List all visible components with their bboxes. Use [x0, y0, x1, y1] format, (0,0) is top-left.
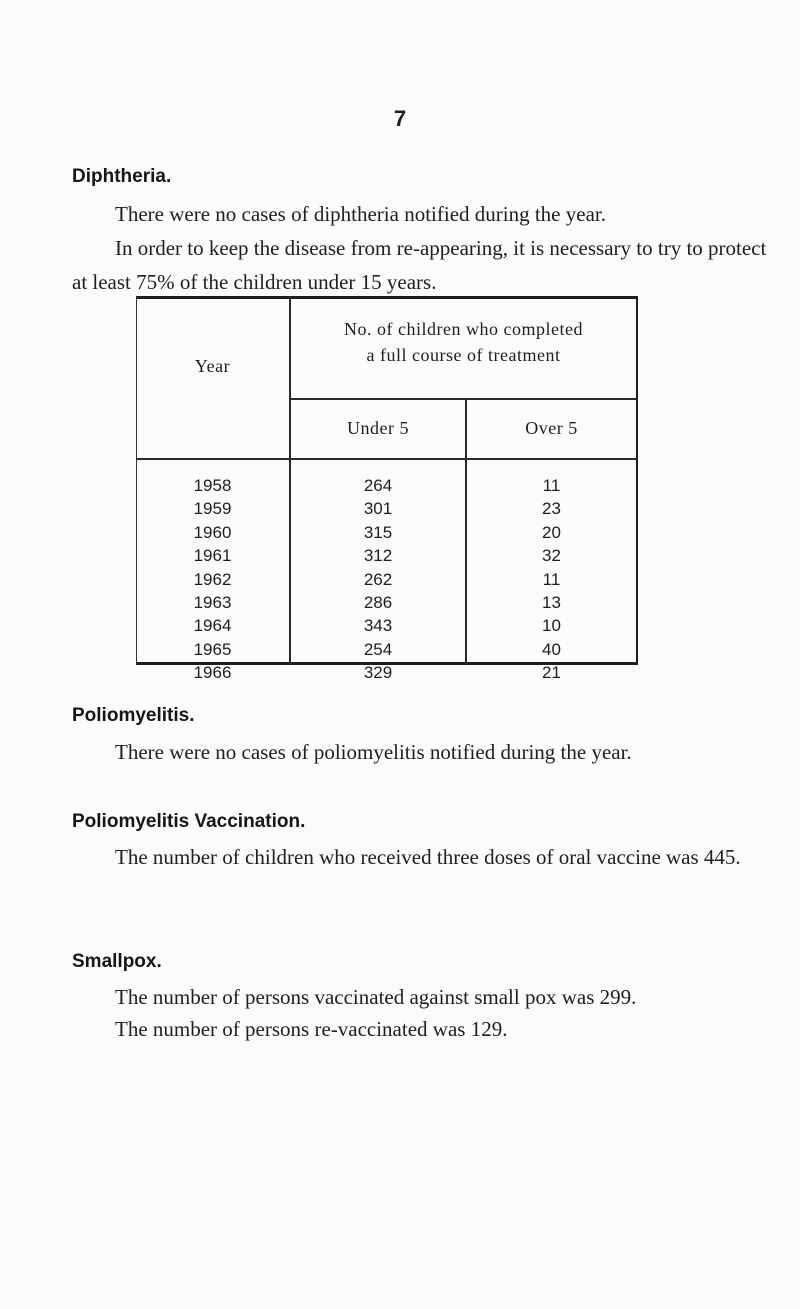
header-children-completed	[291, 316, 636, 368]
cell-over-5: 13	[542, 592, 561, 612]
poliomyelitis-paragraph: There were no cases of poliomyelitis notified during the year.	[115, 740, 632, 764]
cell-over-5: 20	[542, 522, 561, 542]
cell-over-5: 32	[542, 546, 561, 566]
cell-over-5: 23	[542, 499, 561, 519]
header-year: Year	[194, 356, 231, 376]
cell-over-5: 11	[542, 569, 561, 589]
polio-vaccination-heading: Poliomyelitis Vaccination.	[72, 811, 306, 832]
diphtheria-paragraph-2: In order to keep the disease from re-appearing, it is necessary to try to protect at least 75% of the children under 15 years.	[72, 236, 767, 294]
cell-under-5: 343	[363, 616, 393, 636]
table-right-rule	[636, 296, 638, 664]
header-under-5: Under 5	[347, 418, 409, 438]
cell-year: 1961	[193, 546, 232, 566]
table-row	[136, 570, 636, 593]
cell-under-5: 315	[363, 522, 393, 542]
cell-under-5: 262	[363, 569, 393, 589]
cell-under-5: 286	[363, 592, 393, 612]
cell-year: 1963	[193, 592, 232, 612]
header-main-line2: a full course of treatment	[366, 345, 561, 365]
cell-under-5: 301	[363, 499, 393, 519]
cell-year: 1964	[193, 616, 232, 636]
header-over-5: Over 5	[525, 418, 578, 438]
cell-year: 1962	[193, 569, 232, 589]
table-body	[136, 476, 636, 687]
cell-year: 1966	[193, 663, 232, 683]
diphtheria-paragraph-1: There were no cases of diphtheria notified during the year.	[115, 202, 606, 226]
smallpox-heading: Smallpox.	[72, 951, 162, 972]
table-row	[136, 616, 636, 639]
diphtheria-immunisation-table	[136, 296, 636, 683]
table-row	[136, 640, 636, 663]
cell-year: 1965	[193, 639, 232, 659]
table-row	[136, 593, 636, 616]
header-main-line1: No. of children who completed	[344, 319, 583, 339]
cell-under-5: 312	[363, 546, 393, 566]
table-top-rule	[136, 296, 636, 299]
table-subheader-rule	[289, 398, 638, 400]
polio-vaccination-paragraph: The number of children who received three doses of oral vaccine was 445.	[115, 845, 741, 869]
table-row	[136, 523, 636, 546]
smallpox-paragraph-1: The number of persons vaccinated against small pox was 299.	[115, 985, 637, 1009]
smallpox-paragraph-2: The number of persons re-vaccinated was 129.	[115, 1017, 508, 1041]
table-row	[136, 663, 636, 686]
table-row	[136, 476, 636, 499]
cell-over-5: 40	[542, 639, 561, 659]
cell-over-5: 21	[542, 663, 561, 683]
table-row	[136, 499, 636, 522]
page-number: 7	[393, 106, 407, 131]
cell-year: 1959	[193, 499, 232, 519]
table-row	[136, 546, 636, 569]
diphtheria-heading: Diphtheria.	[72, 166, 172, 187]
cell-year: 1958	[193, 476, 232, 495]
cell-over-5: 11	[542, 476, 561, 495]
cell-over-5: 10	[542, 616, 561, 636]
cell-under-5: 329	[363, 663, 393, 683]
cell-under-5: 254	[363, 639, 393, 659]
table-header-rule	[136, 458, 638, 460]
cell-year: 1960	[193, 522, 232, 542]
cell-under-5: 264	[363, 476, 393, 495]
poliomyelitis-heading: Poliomyelitis.	[72, 705, 195, 726]
